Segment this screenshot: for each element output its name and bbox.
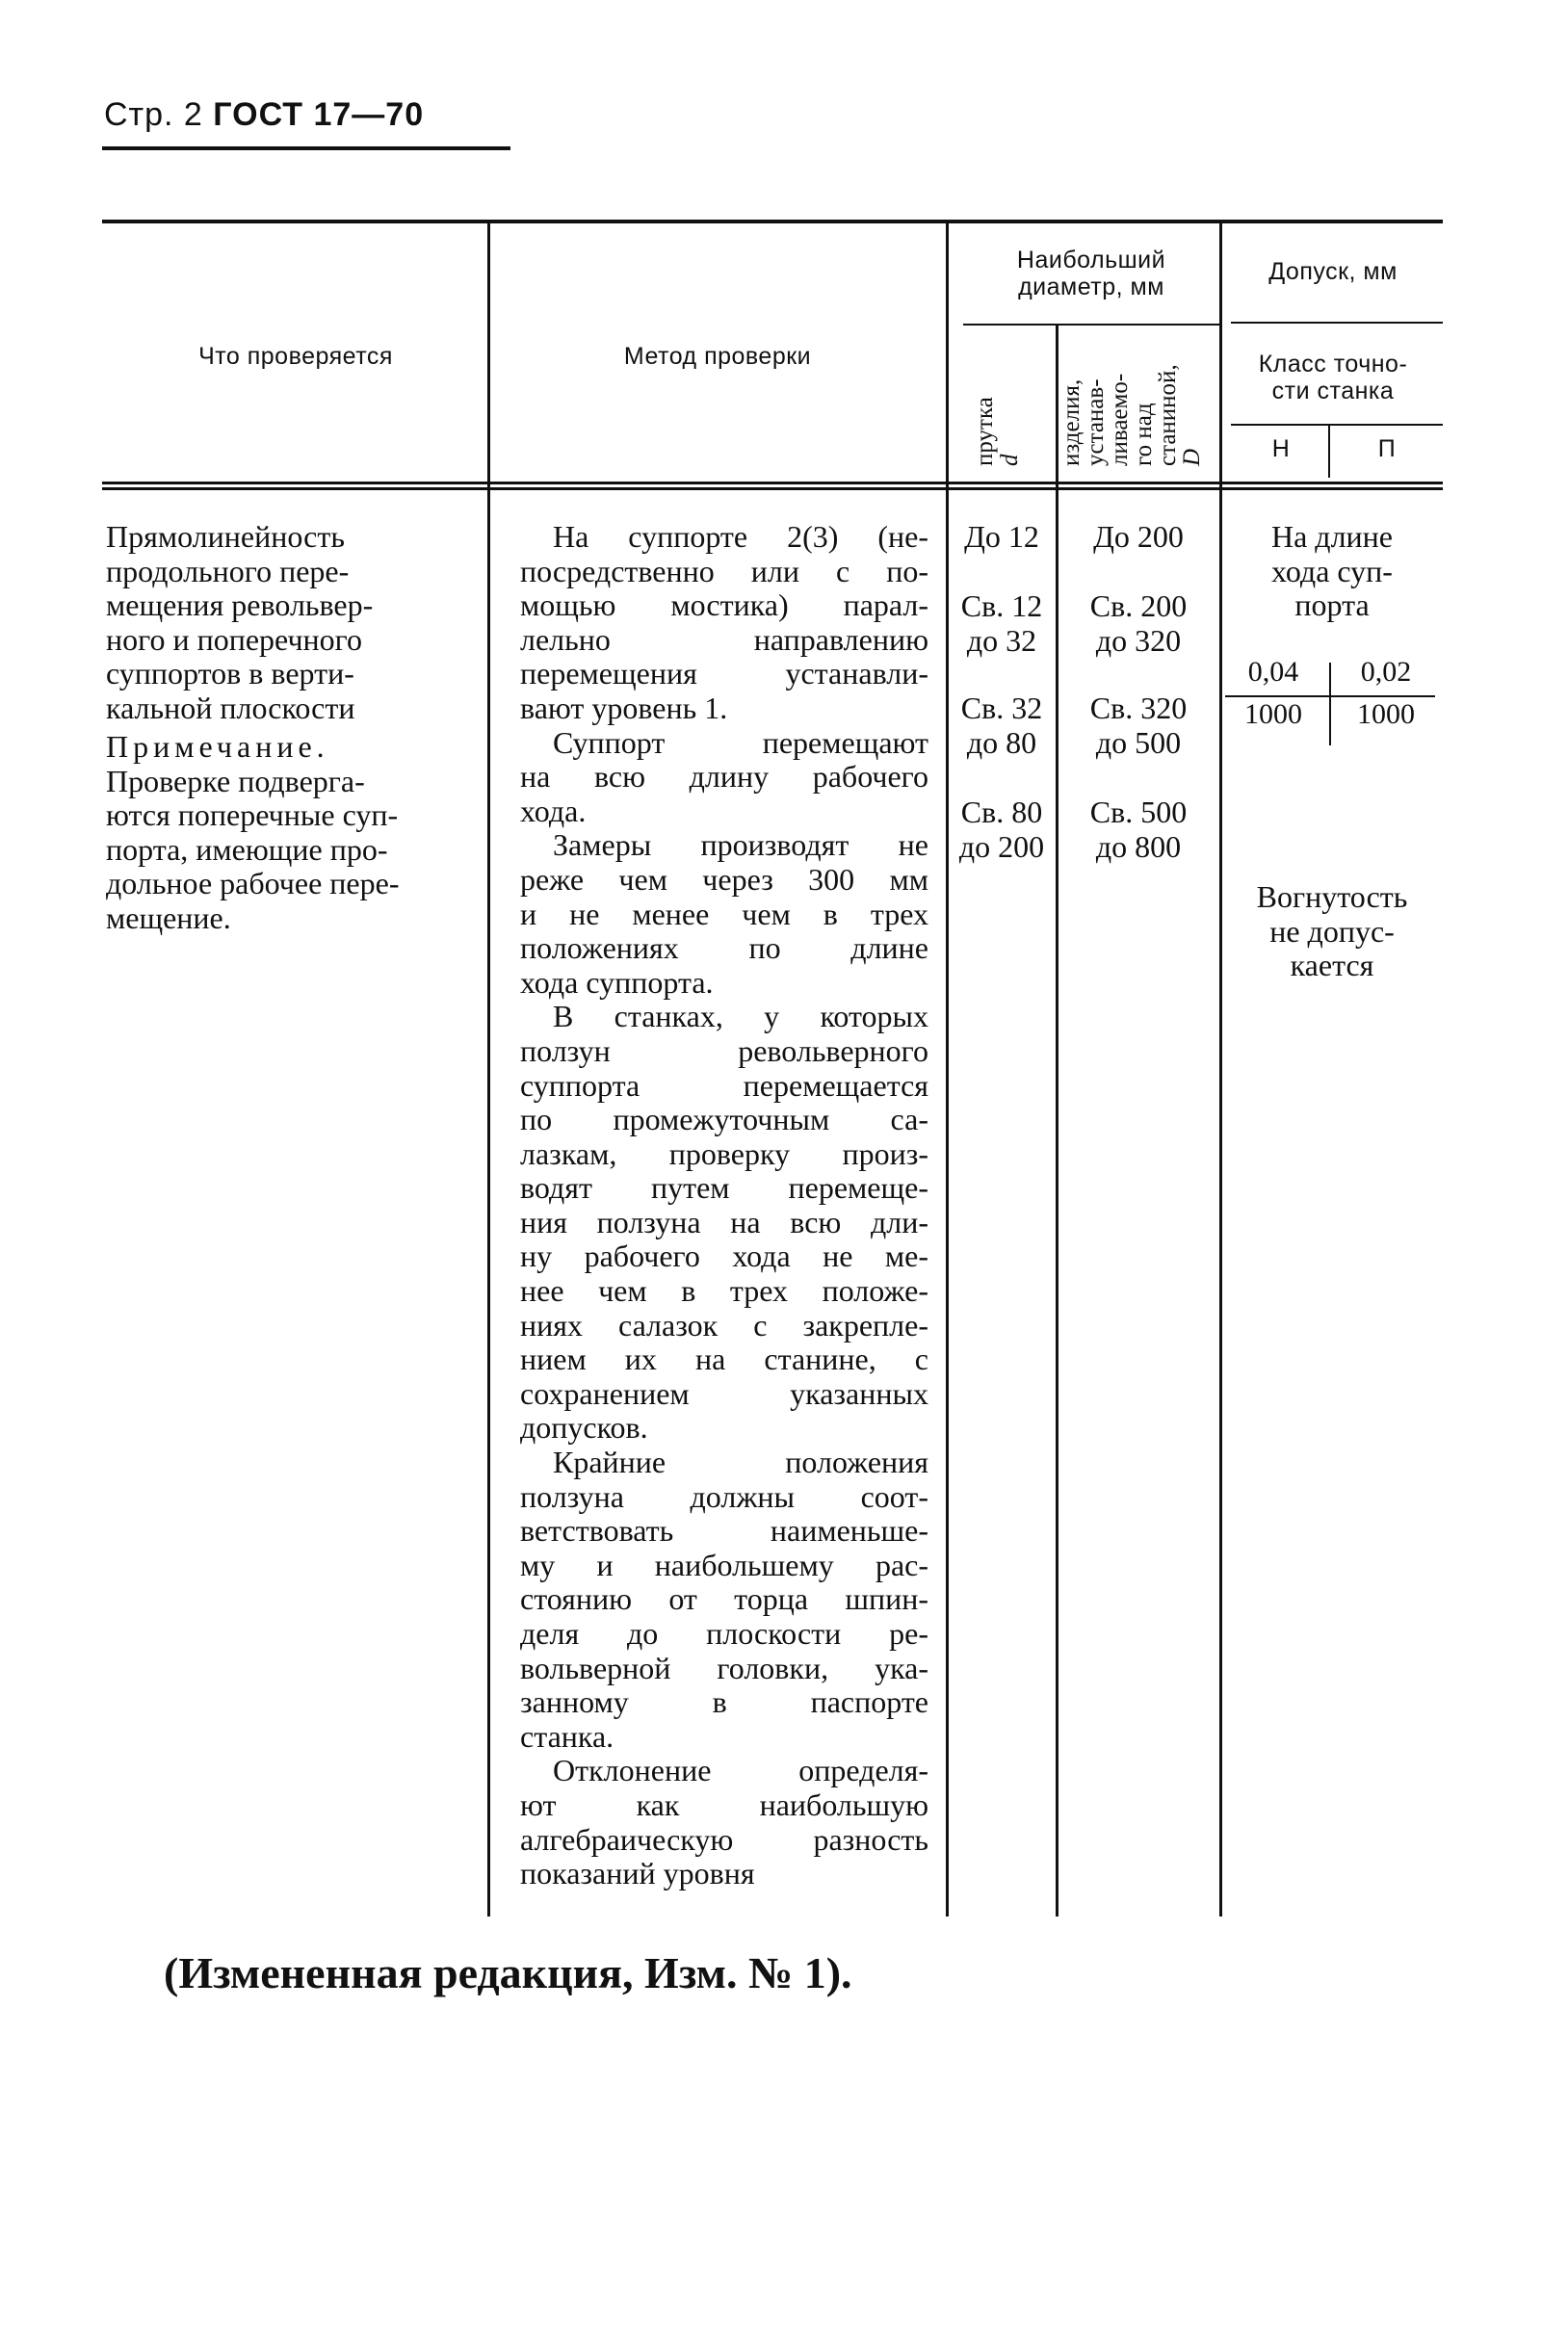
method-line: посредственно или с по- — [520, 553, 928, 588]
revision-note: (Измененная редакция, Изм. № 1). — [164, 1948, 852, 1997]
header-method: Метод проверки — [623, 343, 812, 370]
method-line: допусков. — [520, 1410, 648, 1446]
method-line: нием их на станине, с — [520, 1342, 928, 1377]
bar-range-3: Св. 80 до 200 — [958, 795, 1045, 864]
header-bar-diameter: прутка d — [972, 397, 1023, 466]
method-line: лазкам, проверку произ- — [520, 1135, 928, 1171]
method-line: Отклонение определя- — [553, 1753, 928, 1788]
method-line: станка. — [520, 1718, 614, 1754]
method-line: и не менее чем в трех — [520, 896, 928, 931]
method-line: водят путем перемеще- — [520, 1170, 928, 1206]
tolerance-divider — [1231, 322, 1443, 324]
method-line: ползун револьверного — [520, 1032, 928, 1068]
header-rule — [102, 146, 510, 150]
method-line: ползуна должны соот- — [520, 1478, 928, 1514]
method-line: по промежуточным са- — [520, 1102, 928, 1137]
tolerance-n: 0,04 1000 — [1244, 656, 1302, 730]
method-line: На суппорте 2(3) (не- — [553, 519, 928, 554]
method-line: му и наибольшему рас- — [520, 1547, 928, 1582]
bar-range-2: Св. 32 до 80 — [960, 691, 1043, 760]
header-accuracy-class: Класс точно- сти станка — [1258, 351, 1408, 404]
method-line: на всю длину рабочего — [520, 759, 928, 795]
col-divider-2 — [946, 223, 949, 1917]
workpiece-range-0: До 200 — [1093, 519, 1184, 554]
method-line: мощью мостика) парал- — [520, 587, 928, 623]
workpiece-range-3: Св. 500 до 800 — [1089, 795, 1188, 864]
method-line: стоянию от торца шпин- — [520, 1581, 928, 1617]
method-line: нее чем в трех положе- — [520, 1273, 928, 1309]
method-line: Суппорт перемещают — [553, 724, 928, 760]
what-checked-text: Прямолинейность продольного пере- мещения револьвер- ного и поперечного суппортов в верти- кальной плоскости — [106, 519, 374, 725]
method-line: ют как наибольшую — [520, 1786, 928, 1822]
method-line: деля до плоскости ре- — [520, 1616, 928, 1651]
method-line: показаний уровня — [520, 1856, 755, 1891]
header-max-diameter: Наибольший диаметр, мм — [1016, 247, 1166, 300]
col-divider-4 — [1219, 223, 1222, 1917]
method-line: вольверной головки, ука- — [520, 1650, 928, 1685]
method-text — [520, 520, 928, 1891]
col-divider-1 — [487, 223, 490, 1917]
standard-number: ГОСТ 17—70 — [213, 96, 425, 133]
bar-range-0: До 12 — [964, 519, 1039, 554]
page-number: Стр. 2 — [104, 96, 203, 133]
method-line: хода суппорта. — [520, 964, 714, 1000]
method-line: лельно направлению — [520, 621, 928, 657]
class-col-divider — [1328, 426, 1330, 478]
method-line: реже чем через 300 мм — [520, 861, 928, 897]
workpiece-range-1: Св. 200 до 320 — [1089, 588, 1188, 658]
col-divider-3 — [1056, 326, 1058, 1917]
bar-range-1: Св. 12 до 32 — [960, 588, 1043, 658]
method-line: вают уровень 1. — [520, 690, 728, 725]
method-line: занному в паспорте — [520, 1684, 928, 1720]
header-class-n: Н — [1271, 435, 1291, 462]
table-top-rule — [102, 220, 1443, 223]
header-bottom-rule-2 — [102, 487, 1443, 490]
method-line: В станках, у которых — [553, 999, 928, 1034]
class-divider — [1231, 424, 1443, 426]
note-text: Примечание. Проверке подверга- ются поперечные суп- порта, имеющие про- дольное рабочее пере- мещение. — [106, 729, 400, 935]
diameter-divider — [963, 324, 1221, 326]
fraction-separator — [1329, 663, 1331, 745]
header-workpiece-diameter: изделия, устанав- ливаемо- го над станиной, D — [1058, 364, 1205, 466]
header-what-checked: Что проверяется — [198, 343, 393, 370]
page-header — [104, 96, 424, 134]
concavity-text: Вогнутость не допус- кается — [1256, 879, 1408, 983]
method-line: ветствовать наименьше- — [520, 1513, 928, 1549]
method-line: ниях салазок с закрепле- — [520, 1307, 928, 1343]
header-class-p: П — [1377, 435, 1397, 462]
method-line: сохранением указанных — [520, 1375, 928, 1411]
method-line: Крайние положения — [553, 1445, 928, 1480]
workpiece-range-2: Св. 320 до 500 — [1089, 691, 1188, 760]
method-line: перемещения устанавли- — [520, 656, 928, 691]
method-line: ния ползуна на всю дли- — [520, 1204, 928, 1239]
method-line: Замеры производят не — [553, 827, 928, 863]
method-line: положениях по длине — [520, 930, 928, 966]
method-line: суппорта перемещается — [520, 1067, 928, 1103]
method-line: алгебраическую разность — [520, 1821, 928, 1857]
header-bottom-rule — [102, 482, 1443, 484]
tolerance-text: На длине хода суп- порта — [1270, 519, 1393, 623]
method-line: ну рабочего хода не ме- — [520, 1239, 928, 1274]
tolerance-p: 0,02 1000 — [1357, 656, 1415, 730]
header-tolerance: Допуск, мм — [1268, 258, 1398, 285]
method-line: хода. — [520, 793, 587, 828]
